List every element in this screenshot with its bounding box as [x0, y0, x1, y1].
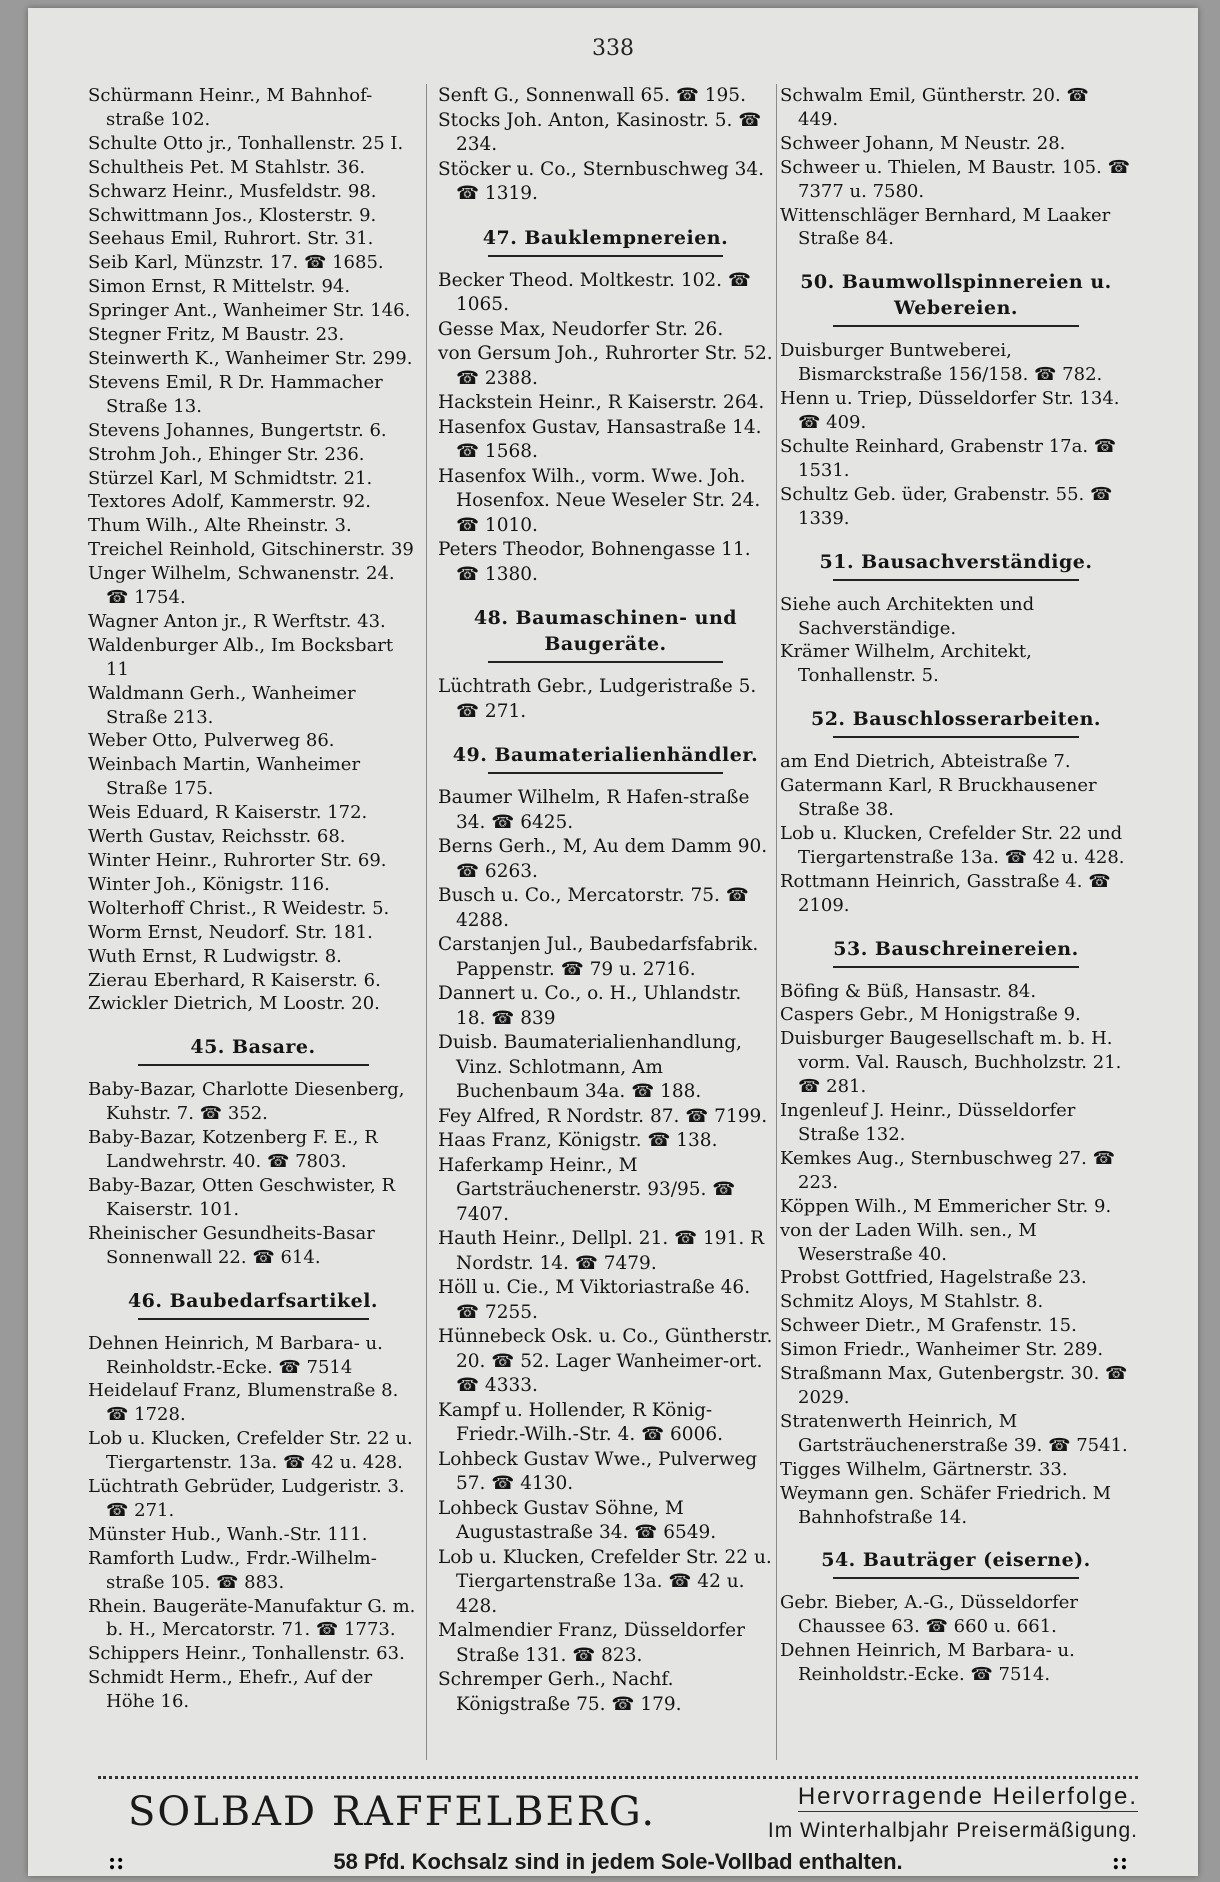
directory-entry: am End Dietrich, Abteistraße 7.: [780, 751, 1071, 773]
directory-entry: Schwalm Emil, Güntherstr. 20. ☎ 449.: [780, 85, 1089, 130]
column-1: [88, 84, 418, 1714]
directory-entry: Treichel Reinhold, Gitschinerstr. 39: [88, 539, 414, 561]
directory-entry: Werth Gustav, Reichsstr. 68.: [88, 826, 346, 848]
directory-entry: Unger Wilhelm, Schwanenstr. 24. ☎ 1754.: [88, 563, 395, 609]
directory-entry: Lohbeck Gustav Wwe., Pulverweg 57. ☎ 4130.: [438, 1448, 758, 1494]
section-heading-text: 48. Baumaschinen- und Baugeräte.: [473, 607, 738, 655]
directory-entry: Gatermann Karl, R Bruckhausener Straße 38.: [780, 775, 1097, 821]
directory-entry: Textores Adolf, Kammerstr. 92.: [88, 491, 372, 513]
directory-entry: von der Laden Wilh. sen., M Weserstraße 40.: [780, 1219, 1037, 1265]
directory-entry: Gesse Max, Neudorfer Str. 26.: [438, 318, 724, 340]
section-heading-text: 54. Bauträger (eiserne).: [821, 1549, 1091, 1572]
directory-entry: Busch u. Co., Mercatorstr. 75. ☎ 4288.: [438, 885, 749, 931]
directory-entry: Winter Joh., Königstr. 116.: [88, 873, 330, 895]
heading-rule: [488, 255, 723, 257]
directory-entry: Thum Wilh., Alte Rheinstr. 3.: [88, 515, 352, 537]
section-heading-text: 52. Bauschlosserarbeiten.: [810, 708, 1102, 731]
section-heading: [438, 742, 773, 774]
directory-entry: Dannert u. Co., o. H., Uhlandstr. 18. ☎ 839: [438, 983, 742, 1029]
directory-entry: Stevens Emil, R Dr. Hammacher Straße 13.: [88, 371, 383, 417]
directory-entry: Seehaus Emil, Ruhrort. Str. 31.: [88, 228, 374, 250]
directory-entry: Rheinischer Gesundheits-Basar Sonnenwall 22. ☎ 614.: [88, 1222, 375, 1268]
section-heading-text: 45. Basare.: [190, 1036, 316, 1059]
directory-entry: Zierau Eberhard, R Kaiserstr. 6.: [88, 969, 381, 991]
directory-entry: Henn u. Triep, Düsseldorfer Str. 134. ☎ 409.: [780, 388, 1120, 434]
ad-dots: ::: [1111, 1849, 1128, 1875]
directory-entry: Winter Heinr., Ruhrorter Str. 69.: [88, 850, 387, 871]
directory-entry: Schweer u. Thielen, M Baustr. 105. ☎ 7377 u. 7580.: [780, 156, 1130, 202]
directory-entry: Schweer Johann, M Neustr. 28.: [780, 132, 1066, 154]
heading-rule: [138, 1064, 369, 1066]
section-heading: [780, 1547, 1132, 1579]
directory-entry: Schremper Gerh., Nachf. Königstraße 75. ☎ 179.: [438, 1669, 682, 1715]
heading-rule: [488, 772, 723, 774]
directory-entry: Zwickler Dietrich, M Loostr. 20.: [88, 993, 380, 1015]
directory-entry: Weber Otto, Pulverweg 86.: [88, 730, 335, 752]
directory-entry: Kampf u. Hollender, R König-Friedr.-Wilh.-Str. 4. ☎ 6006.: [438, 1399, 723, 1445]
directory-entry: Böfing & Büß, Hansastr. 84.: [780, 980, 1037, 1002]
heading-rule: [833, 736, 1079, 738]
ad-line-1: Hervorragende Heilerfolge.: [797, 1783, 1138, 1810]
directory-entry: Schultheis Pet. M Stahlstr. 36.: [88, 156, 366, 178]
heading-rule: [833, 579, 1079, 581]
directory-entry: Siehe auch Architekten und Sachverständige.: [780, 593, 1035, 639]
column-2: [438, 84, 773, 1717]
directory-entry: Simon Ernst, R Mittelstr. 94.: [88, 276, 351, 298]
directory-entry: Peters Theodor, Bohnengasse 11. ☎ 1380.: [438, 539, 751, 585]
section-heading: [780, 706, 1132, 738]
section-heading-text: 47. Bauklempnereien.: [482, 226, 729, 249]
directory-entry: Stürzel Karl, M Schmidtstr. 21.: [88, 467, 373, 489]
directory-entry: Duisb. Baumaterialienhandlung, Vinz. Schlotmann, Am Buchenbaum 34a. ☎ 188.: [438, 1032, 742, 1102]
directory-entry: Weis Eduard, R Kaiserstr. 172.: [88, 802, 368, 824]
section-heading-text: 53. Bauschreinereien.: [833, 937, 1079, 960]
section-heading-text: 49. Baumaterialienhändler.: [452, 744, 759, 766]
directory-entry: Lob u. Klucken, Crefelder Str. 22 u. Tiergartenstr. 13a. ☎ 42 u. 428.: [88, 1428, 413, 1474]
directory-entry: Probst Gottfried, Hagelstraße 23.: [780, 1267, 1087, 1289]
advertisement: [98, 1776, 1138, 1875]
directory-entry: Waldmann Gerh., Wanheimer Straße 213.: [88, 682, 356, 728]
section-heading-text: 51. Bausachverständige.: [819, 550, 1093, 573]
directory-entry: Ramforth Ludw., Frdr.-Wilhelm-straße 105. ☎ 883.: [88, 1547, 377, 1593]
directory-entry: Wittenschläger Bernhard, M Laaker Straße 84.: [780, 204, 1111, 250]
directory-entry: Schmitz Aloys, M Stahlstr. 8.: [780, 1291, 1044, 1313]
directory-entry: Waldenburger Alb., Im Bocksbart 11: [88, 634, 394, 680]
heading-rule: [833, 325, 1079, 327]
ad-dots: ::: [108, 1849, 125, 1875]
directory-entry: Rottmann Heinrich, Gasstraße 4. ☎ 2109.: [780, 870, 1111, 916]
directory-entry: Berns Gerh., M, Au dem Damm 90. ☎ 6263.: [438, 836, 768, 882]
directory-entry: Lob u. Klucken, Crefelder Str. 22 und Tiergartenstraße 13a. ☎ 42 u. 428.: [780, 822, 1125, 868]
section-heading: [780, 549, 1132, 581]
directory-entry: Stratenwerth Heinrich, M Gartsträuchenerstraße 39. ☎ 7541.: [780, 1410, 1128, 1456]
directory-entry: Schulte Otto jr., Tonhallenstr. 25 I.: [88, 132, 404, 154]
directory-entry: Hünnebeck Osk. u. Co., Güntherstr. 20. ☎ 52. Lager Wanheimer-ort. ☎ 4333.: [438, 1326, 773, 1396]
directory-entry: Schippers Heinr., Tonhallenstr. 63.: [88, 1643, 405, 1665]
section-heading: [438, 225, 773, 257]
directory-entry: Schultz Geb. üder, Grabenstr. 55. ☎ 1339.: [780, 483, 1113, 529]
directory-entry: Caspers Gebr., M Honigstraße 9.: [780, 1004, 1081, 1026]
directory-entry: Wuth Ernst, R Ludwigstr. 8.: [88, 945, 342, 967]
directory-entry: Stevens Johannes, Bungertstr. 6.: [88, 419, 387, 441]
directory-entry: Duisburger Baugesellschaft m. b. H. vorm. Val. Rausch, Buchholzstr. 21. ☎ 281.: [780, 1028, 1122, 1098]
directory-entry: Schürmann Heinr., M Bahnhof-straße 102.: [88, 85, 373, 130]
directory-entry: Straßmann Max, Gutenbergstr. 30. ☎ 2029.: [780, 1363, 1128, 1408]
directory-entry: Lüchtrath Gebrüder, Ludgeristr. 3. ☎ 271.: [88, 1476, 405, 1521]
heading-rule: [488, 661, 723, 663]
column-divider: [776, 84, 777, 1760]
directory-entry: Simon Friedr., Wanheimer Str. 289.: [780, 1339, 1104, 1361]
directory-entry: Köppen Wilh., M Emmericher Str. 9.: [780, 1195, 1112, 1217]
section-heading: [780, 936, 1132, 968]
directory-entry: Baby-Bazar, Charlotte Diesenberg, Kuhstr. 7. ☎ 352.: [88, 1079, 405, 1125]
directory-entry: Gebr. Bieber, A.-G., Düsseldorfer Chaussee 63. ☎ 660 u. 661.: [780, 1592, 1079, 1638]
column-3: [780, 84, 1132, 1687]
directory-entry: Tigges Wilhelm, Gärtnerstr. 33.: [780, 1458, 1068, 1480]
directory-entry: Baby-Bazar, Kotzenberg F. E., R Landwehrstr. 40. ☎ 7803.: [88, 1127, 378, 1173]
section-heading: [438, 605, 773, 663]
directory-entry: Schmidt Herm., Ehefr., Auf der Höhe 16.: [88, 1667, 373, 1713]
directory-entry: Schwarz Heinr., Musfeldstr. 98.: [88, 180, 377, 202]
directory-entry: Springer Ant., Wanheimer Str. 146.: [88, 300, 411, 322]
ad-bottom-line: 58 Pfd. Kochsalz sind in jedem Sole-Vollbad enthalten.: [333, 1849, 903, 1874]
directory-entry: Weinbach Martin, Wanheimer Straße 175.: [88, 754, 361, 800]
directory-entry: Ingenleuf J. Heinr., Düsseldorfer Straße 132.: [780, 1100, 1076, 1145]
directory-entry: Höll u. Cie., M Viktoriastraße 46. ☎ 7255.: [438, 1277, 751, 1323]
directory-entry: Schwittmann Jos., Klosterstr. 9.: [88, 204, 377, 226]
directory-entry: Lohbeck Gustav Söhne, M Augustastraße 34. ☎ 6549.: [438, 1497, 717, 1543]
directory-entry: Dehnen Heinrich, M Barbara- u. Reinholdstr.-Ecke. ☎ 7514: [88, 1332, 383, 1378]
page-number: 338: [592, 36, 634, 61]
directory-entry: Hasenfox Gustav, Hansastraße 14. ☎ 1568.: [438, 416, 762, 462]
directory-entry: Haferkamp Heinr., M Gartsträuchenerstr. 93/95. ☎ 7407.: [438, 1154, 736, 1225]
directory-entry: Weymann gen. Schäfer Friedrich. M Bahnhofstraße 14.: [780, 1482, 1112, 1528]
directory-entry: Lob u. Klucken, Crefelder Str. 22 u. Tiergartenstraße 13a. ☎ 42 u. 428.: [438, 1546, 772, 1617]
directory-entry: Hauth Heinr., Dellpl. 21. ☎ 191. R Nordstr. 14. ☎ 7479.: [438, 1228, 765, 1274]
directory-entry: Schweer Dietr., M Grafenstr. 15.: [780, 1315, 1077, 1337]
section-heading-text: 46. Baubedarfsartikel.: [127, 1289, 379, 1312]
section-heading: [780, 269, 1132, 327]
section-heading-text: 50. Baumwollspinnereien u. Webereien.: [800, 271, 1112, 320]
directory-entry: Krämer Wilhelm, Architekt, Tonhallenstr. 5.: [780, 641, 1032, 687]
directory-entry: von Gersum Joh., Ruhrorter Str. 52. ☎ 2388.: [438, 343, 773, 389]
directory-entry: Münster Hub., Wanh.-Str. 111.: [88, 1523, 368, 1545]
directory-entry: Wagner Anton jr., R Werftstr. 43.: [88, 610, 386, 632]
directory-entry: Becker Theod. Moltkestr. 102. ☎ 1065.: [438, 269, 751, 315]
directory-entry: Steinwerth K., Wanheimer Str. 299.: [88, 347, 413, 369]
directory-entry: Dehnen Heinrich, M Barbara- u. Reinholdstr.-Ecke. ☎ 7514.: [780, 1640, 1075, 1686]
heading-rule: [833, 966, 1079, 968]
directory-entry: Heidelauf Franz, Blumenstraße 8. ☎ 1728.: [88, 1380, 399, 1426]
directory-entry: Haas Franz, Königstr. ☎ 138.: [438, 1130, 718, 1151]
directory-entry: Wolterhoff Christ., R Weidestr. 5.: [88, 897, 390, 919]
directory-entry: Fey Alfred, R Nordstr. 87. ☎ 7199.: [438, 1105, 768, 1127]
directory-entry: Malmendier Franz, Düsseldorfer Straße 131. ☎ 823.: [438, 1620, 745, 1666]
directory-page: [28, 8, 1198, 1876]
directory-entry: Stocks Joh. Anton, Kasinostr. 5. ☎ 234.: [438, 109, 762, 155]
directory-entry: Schulte Reinhard, Grabenstr 17a. ☎ 1531.: [780, 435, 1117, 481]
directory-entry: Strohm Joh., Ehinger Str. 236.: [88, 443, 365, 465]
directory-entry: Duisburger Buntweberei, Bismarckstraße 156/158. ☎ 782.: [780, 340, 1103, 386]
ad-line-2: Im Winterhalbjahr Preisermäßigung.: [767, 1819, 1138, 1842]
ad-name: SOLBAD RAFFELBERG.: [128, 1789, 657, 1835]
directory-entry: Rhein. Baugeräte-Manufaktur G. m. b. H., Mercatorstr. 71. ☎ 1773.: [88, 1595, 416, 1641]
directory-entry: Hasenfox Wilh., vorm. Wwe. Joh. Hosenfox. Neue Weseler Str. 24. ☎ 1010.: [438, 465, 761, 536]
directory-entry: Baumer Wilhelm, R Hafen-straße 34. ☎ 6425.: [438, 787, 750, 833]
heading-rule: [138, 1318, 369, 1320]
directory-entry: Baby-Bazar, Otten Geschwister, R Kaiserstr. 101.: [88, 1174, 396, 1220]
directory-entry: Lüchtrath Gebr., Ludgeristraße 5. ☎ 271.: [438, 676, 757, 722]
heading-rule: [833, 1577, 1079, 1579]
directory-entry: Stöcker u. Co., Sternbuschweg 34. ☎ 1319.: [438, 158, 765, 204]
directory-entry: Seib Karl, Münzstr. 17. ☎ 1685.: [88, 252, 384, 274]
directory-entry: Stegner Fritz, M Baustr. 23.: [88, 324, 345, 346]
directory-entry: Senft G., Sonnenwall 65. ☎ 195.: [438, 85, 746, 106]
directory-entry: Kemkes Aug., Sternbuschweg 27. ☎ 223.: [780, 1147, 1115, 1193]
directory-entry: Carstanjen Jul., Baubedarfsfabrik. Pappenstr. ☎ 79 u. 2716.: [438, 934, 759, 980]
directory-entry: Hackstein Heinr., R Kaiserstr. 264.: [438, 392, 765, 413]
section-heading: [88, 1288, 418, 1320]
directory-entry: Worm Ernst, Neudorf. Str. 181.: [88, 921, 373, 943]
column-divider: [426, 84, 427, 1760]
section-heading: [88, 1034, 418, 1066]
